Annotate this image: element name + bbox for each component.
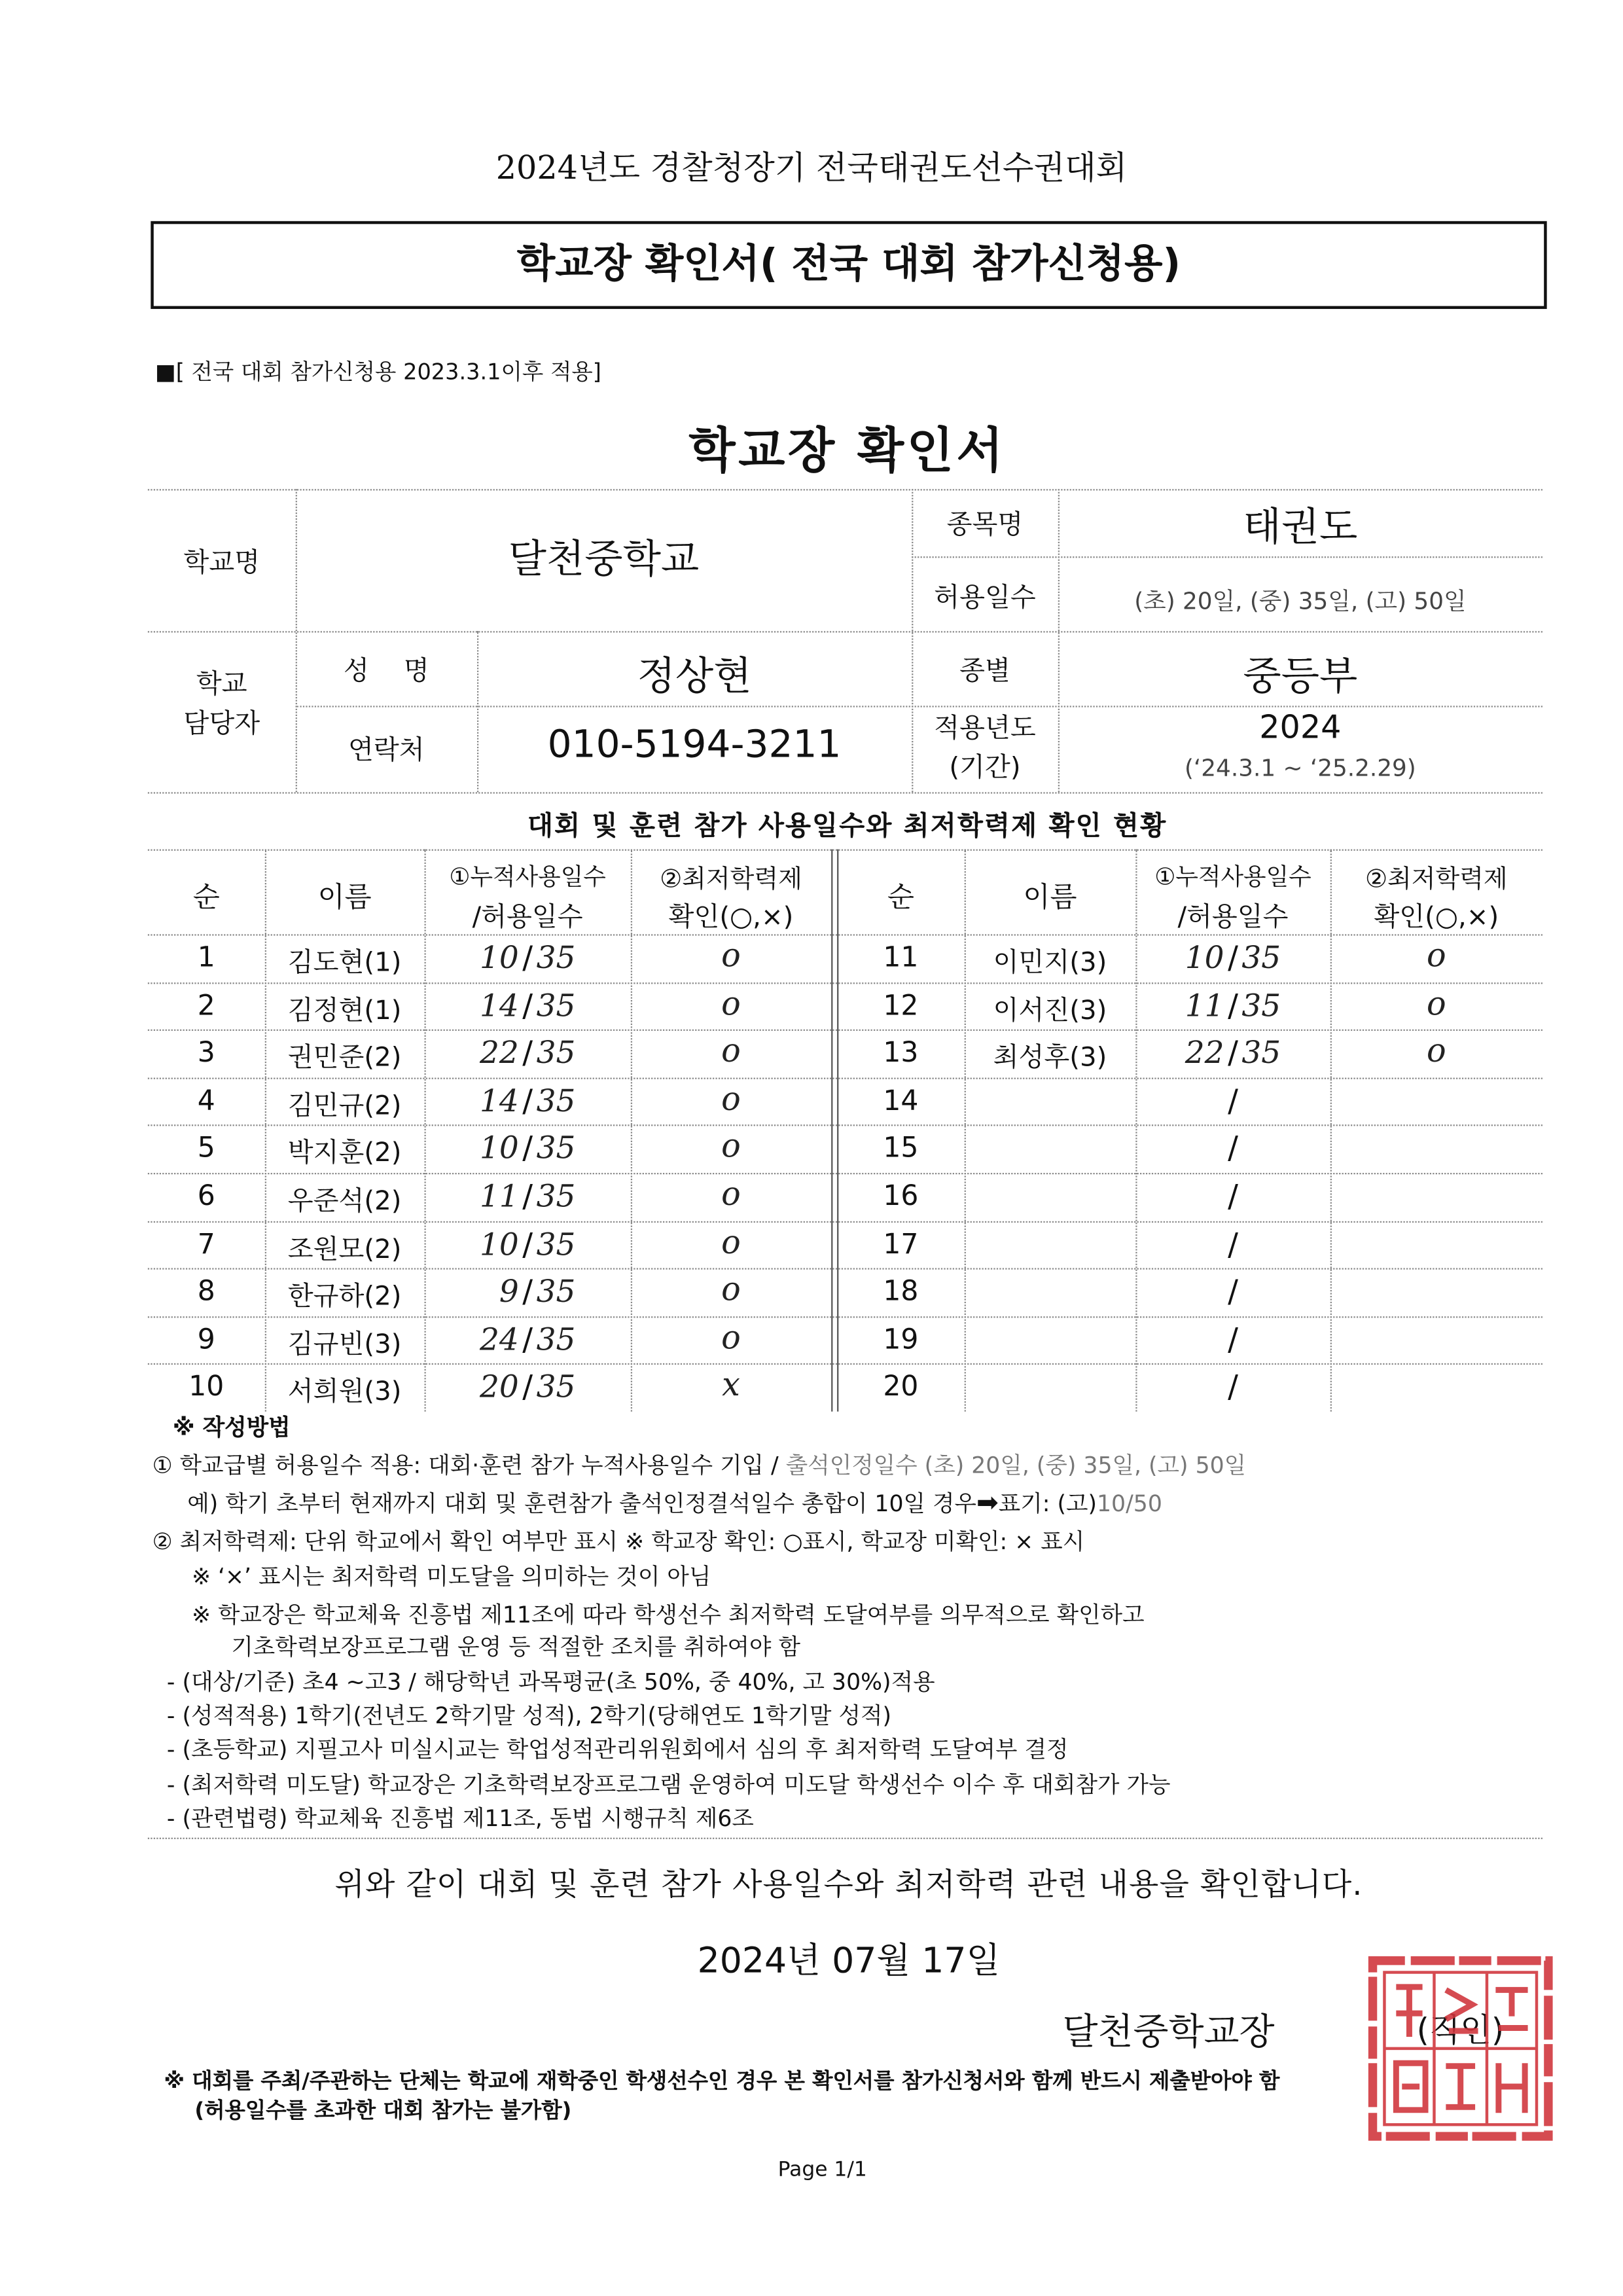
used-days: 14: [479, 988, 519, 1023]
detail-3: - (초등학교) 지필고사 미실시교는 학업성적관리위원회에서 심의 후 최저학력 도달여부 결정: [166, 1736, 1069, 1763]
allowed-days: 35: [536, 1226, 576, 1262]
arrow-right-icon: ➡: [976, 1487, 999, 1518]
note-1-example-label: 표기: (고): [998, 1490, 1097, 1517]
student-name: 박지훈(2): [287, 1138, 402, 1170]
row-number: 9: [197, 1323, 215, 1356]
allowed-days: 35: [536, 1035, 576, 1071]
row-number: 1: [197, 941, 215, 974]
title-box: [151, 221, 1546, 309]
footnote-line-2: (허용일수를 초과한 대회 참가는 불가함): [194, 2100, 572, 2123]
allowed-days: 35: [536, 1178, 576, 1214]
roster-table: [148, 850, 1543, 1412]
footnote: [164, 2068, 1279, 2126]
used-days: 9: [499, 1274, 519, 1310]
event-title: 2024년도 경찰청장기 전국태권도선수권대회: [495, 151, 1128, 188]
allowed-days: 35: [536, 1130, 576, 1166]
allowed-days: 35: [536, 988, 576, 1023]
note-1-text: ① 학교급별 허용일수 적용: 대회·훈련 참가 누적사용일수 기입 /: [152, 1452, 786, 1479]
days-separator: /: [1228, 1130, 1238, 1166]
student-name: 이민지(3): [993, 947, 1107, 978]
notes-heading: ※ 작성방법: [172, 1414, 291, 1441]
used-days: 22: [1185, 1035, 1224, 1071]
student-name: 권민준(2): [287, 1043, 402, 1074]
student-name: 최성후(3): [993, 1043, 1107, 1074]
used-days: 10: [479, 1226, 519, 1262]
sport-label: 종목명: [946, 509, 1024, 541]
row-number: 10: [188, 1371, 224, 1404]
edition-marker: ■: [155, 359, 176, 386]
row-number: 19: [883, 1323, 919, 1356]
note-2-b: ※ 학교장은 학교체육 진흥법 제11조에 따라 학생선수 최저학력 도달여부를 의무적으로 확인하고: [191, 1602, 1145, 1628]
academic-check: o: [721, 1320, 741, 1357]
days-separator: /: [522, 1226, 533, 1262]
official-seal-graphic: [1367, 1955, 1554, 2142]
allowed-days: 35: [536, 1369, 576, 1405]
days-separator: /: [522, 1369, 533, 1405]
edition-note: [155, 356, 601, 387]
year-value: 2024: [1259, 710, 1342, 747]
row-number: 2: [197, 989, 215, 1022]
academic-check: o: [1427, 939, 1446, 975]
academic-check: o: [721, 1177, 741, 1214]
row-number: 14: [883, 1085, 919, 1117]
info-table: [148, 489, 1543, 793]
row-number: 16: [883, 1180, 919, 1213]
academic-check: o: [1427, 986, 1446, 1023]
academic-check: o: [721, 1272, 741, 1310]
academic-check: o: [721, 1081, 741, 1119]
note-2-b-continued: 기초학력보장프로그램 운영 등 적절한 조치를 취하여야 함: [231, 1634, 801, 1660]
student-name: 김규빈(3): [287, 1329, 402, 1360]
allowed-days-value: (초) 20일, (중) 35일, (고) 50일: [1134, 587, 1467, 615]
detail-5: - (관련법령) 학교체육 진흥법 제11조, 동법 시행규칙 제6조: [166, 1805, 754, 1832]
detail-2: - (성적적용) 1학기(전년도 2학기말 성적), 2학기(당해연도 1학기말 성적): [166, 1702, 892, 1730]
academic-check: x: [722, 1368, 740, 1405]
row-number: 7: [197, 1228, 215, 1261]
days-separator: /: [522, 1178, 533, 1214]
days-separator: /: [522, 988, 533, 1023]
student-name: 김민규(2): [287, 1090, 402, 1122]
roster-title: 대회 및 훈련 참가 사용일수와 최저학력제 확인 현황: [527, 811, 1168, 842]
used-days: 10: [1185, 940, 1224, 975]
days-separator: /: [1228, 988, 1238, 1023]
allowed-days: 35: [1241, 940, 1281, 975]
academic-check: o: [1427, 1033, 1446, 1071]
row-number: 4: [197, 1085, 215, 1117]
used-days: 20: [479, 1369, 519, 1405]
header-academic-bottom-right: 확인(○,×): [1374, 902, 1499, 933]
confirmation-statement: 위와 같이 대회 및 훈련 참가 사용일수와 최저학력 관련 내용을 확인합니다.: [334, 1867, 1363, 1903]
note-2: ② 최저학력제: 단위 학교에서 확인 여부만 표시 ※ 학교장 확인: ○표시, 학교장 미확인: × 표시: [152, 1528, 1085, 1555]
student-name: 우준석(2): [287, 1186, 402, 1217]
student-name: 김정현(1): [287, 995, 402, 1026]
days-separator: /: [1228, 1083, 1238, 1119]
contact-value: 010-5194-3211: [547, 723, 842, 768]
allowed-days: 35: [536, 1321, 576, 1357]
header-days-bottom: /허용일수: [472, 902, 583, 933]
row-number: 11: [883, 941, 919, 974]
header-no: 순: [192, 881, 220, 914]
header-academic-top-right: ②최저학력제: [1364, 865, 1508, 895]
page-number: Page 1/1: [777, 2158, 867, 2182]
student-name: 조원모(2): [287, 1234, 402, 1265]
seal-label: (직인): [1416, 2013, 1505, 2051]
row-number: 20: [883, 1371, 919, 1404]
note-1-highlight: 출석인정일수 (초) 20일, (중) 35일, (고) 50일: [785, 1452, 1247, 1479]
days-separator: /: [522, 1321, 533, 1357]
name-label: 성 명: [343, 656, 429, 687]
allowed-days: 35: [536, 1274, 576, 1310]
days-separator: /: [522, 1130, 533, 1166]
allowed-days: 35: [536, 1083, 576, 1119]
used-days: 11: [479, 1178, 519, 1214]
used-days: 11: [1185, 988, 1224, 1023]
row-number: 6: [197, 1180, 215, 1213]
name-value: 정상현: [637, 655, 752, 700]
manager-label: 학교 담당자: [183, 669, 260, 740]
days-separator: /: [522, 940, 533, 975]
row-number: 15: [883, 1132, 919, 1165]
allowed-days: 35: [536, 940, 576, 975]
header-days-top: ①누적사용일수: [449, 862, 606, 891]
student-name: 한규하(2): [287, 1281, 402, 1312]
row-number: 3: [197, 1037, 215, 1069]
detail-1: - (대상/기준) 초4 ~고3 / 해당학년 과목평균(초 50%, 중 40%, 고 30%)적용: [166, 1669, 935, 1696]
title-box-text: 학교장 확인서( 전국 대회 참가신청용): [516, 242, 1181, 287]
header-days-top-right: ①누적사용일수: [1154, 862, 1311, 891]
allowed-days: 35: [1241, 1035, 1281, 1071]
school-label: 학교명: [183, 547, 260, 579]
used-days: 24: [479, 1321, 519, 1357]
allowed-days: 35: [1241, 988, 1281, 1023]
category-value: 중등부: [1243, 655, 1358, 700]
footnote-line-1: ※ 대회를 주최/주관하는 단체는 학교에 재학중인 학생선수인 경우 본 확인서를 참가신청서와 함께 반드시 제출받아야 함: [164, 2070, 1280, 2094]
used-days: 10: [479, 940, 519, 975]
header-name: 이름: [317, 881, 372, 914]
days-separator: /: [522, 1035, 533, 1071]
year-label: 적용년도 (기간): [934, 713, 1036, 783]
period-value: (‘24.3.1 ~ ‘25.2.29): [1184, 754, 1416, 782]
official-seal: [1367, 1955, 1554, 2142]
days-separator: /: [1228, 1226, 1238, 1262]
days-separator: /: [1228, 1035, 1238, 1071]
row-number: 17: [883, 1228, 919, 1261]
row-number: 18: [883, 1276, 919, 1308]
allowed-days-label: 허용일수: [934, 583, 1036, 614]
contact-label: 연락처: [348, 735, 425, 766]
school-value: 달천중학교: [508, 537, 700, 583]
header-academic-top: ②최저학력제: [660, 865, 802, 895]
student-name: 서희원(3): [287, 1376, 402, 1408]
days-separator: /: [1228, 1321, 1238, 1357]
student-name: 이서진(3): [993, 995, 1107, 1026]
detail-4: - (최저학력 미도달) 학교장은 기초학력보장프로그램 운영하여 미도달 학생선수 이수 후 대회참가 가능: [166, 1772, 1171, 1799]
row-number: 12: [883, 989, 919, 1022]
note-1-example-text: 예) 학기 초부터 현재까지 대회 및 훈련참가 출석인정결석일수 총합이 10일 경우: [187, 1490, 977, 1517]
row-number: 8: [197, 1276, 215, 1308]
academic-check: o: [721, 939, 741, 975]
used-days: 14: [479, 1083, 519, 1119]
header-academic-bottom: 확인(○,×): [668, 902, 794, 933]
student-name: 김도현(1): [287, 947, 402, 978]
category-label: 종별: [959, 656, 1010, 687]
edition-note-text: [ 전국 대회 참가신청용 2023.3.1이후 적용]: [175, 359, 601, 386]
academic-check: o: [721, 1033, 741, 1071]
academic-check: o: [721, 1225, 741, 1262]
note-1-example: [187, 1488, 1162, 1520]
academic-check: o: [721, 986, 741, 1023]
academic-check: o: [721, 1129, 741, 1166]
note-1: [152, 1450, 1247, 1482]
days-separator: /: [522, 1083, 533, 1119]
note-2-a: ※ ‘×’ 표시는 최저학력 미도달을 의미하는 것이 아님: [191, 1564, 711, 1590]
note-1-example-value: 10/50: [1096, 1490, 1162, 1517]
days-separator: /: [1228, 1369, 1238, 1405]
row-number: 13: [883, 1037, 919, 1069]
header-days-bottom-right: /허용일수: [1177, 902, 1289, 933]
sport-value: 태권도: [1243, 505, 1358, 551]
days-separator: /: [1228, 1274, 1238, 1310]
days-separator: /: [1228, 940, 1238, 975]
header-name-right: 이름: [1023, 881, 1077, 914]
row-number: 5: [197, 1132, 215, 1165]
days-separator: /: [522, 1274, 533, 1310]
header-no-right: 순: [887, 881, 914, 914]
used-days: 10: [479, 1130, 519, 1166]
confirmation-date: 2024년 07월 17일: [697, 1940, 1001, 1981]
days-separator: /: [1228, 1178, 1238, 1214]
used-days: 22: [479, 1035, 519, 1071]
main-title: 학교장 확인서: [688, 422, 1007, 479]
principal-name: 달천중학교장: [1062, 2010, 1275, 2053]
